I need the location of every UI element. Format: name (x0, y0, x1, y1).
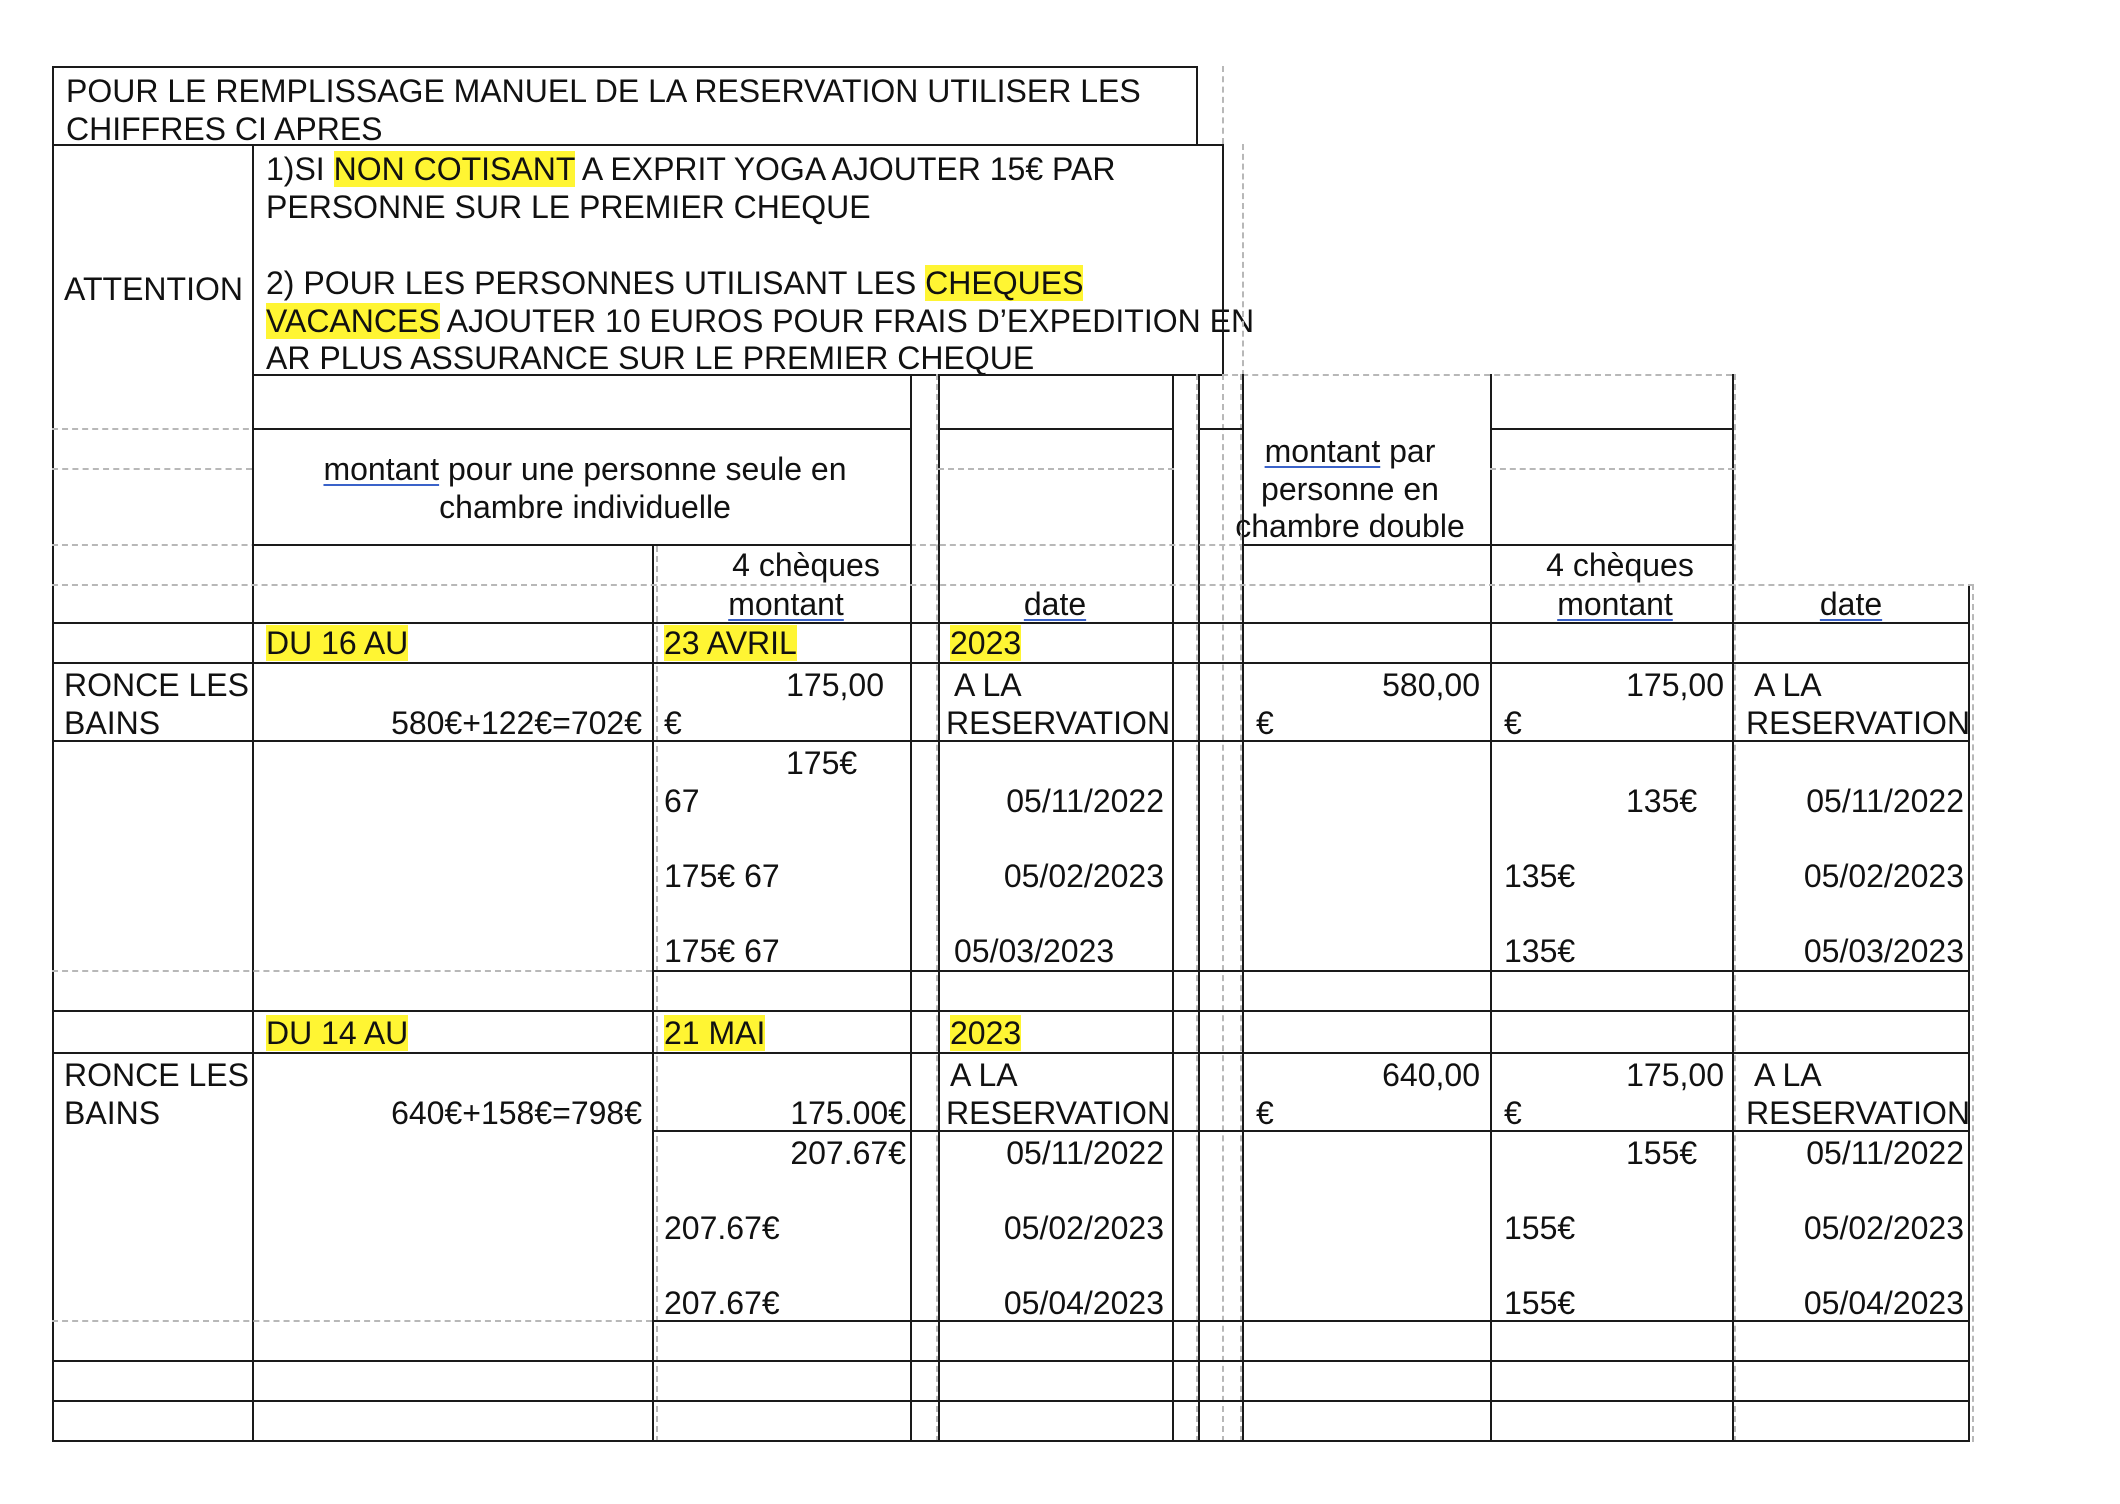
stay1-double-cheque: 135€ (1504, 858, 1576, 894)
grid-line (1242, 374, 1244, 1442)
stay1-double-cheque: 135€ (1504, 933, 1576, 969)
stay1-double-total-currency: € (1256, 705, 1274, 741)
stay1-period-year: 2023 (950, 625, 1022, 661)
stay2-double-first-currency: € (1504, 1095, 1522, 1131)
grid-line (652, 1320, 1970, 1322)
stay2-double-cheque: 155€ (1504, 1285, 1576, 1321)
stay1-single-date: 05/03/2023 (954, 933, 1115, 969)
notice-line-1: POUR LE REMPLISSAGE MANUEL DE LA RESERVATION UTILISER LES (66, 73, 1141, 109)
grid-line (1222, 66, 1224, 144)
stay2-first-date: A LA (950, 1057, 1018, 1093)
stay2-double-total: 640,00 (1382, 1057, 1480, 1093)
stay2-double-total-currency: € (1256, 1095, 1274, 1131)
grid-line (252, 374, 1222, 376)
grid-line (52, 740, 1970, 742)
stay1-single-total: 580€+122€=702€ (391, 705, 642, 741)
stay2-period-year: 2023 (950, 1015, 1022, 1051)
grid-line (1242, 544, 1492, 546)
stay1-first-date: A LA (954, 667, 1022, 703)
date-right-header: date (1819, 586, 1883, 622)
non-cotisant-highlight: NON COTISANT (333, 151, 575, 187)
grid-line (1222, 374, 1732, 376)
cheques-left-header: 4 chèques (732, 547, 880, 583)
stay1-place-2: BAINS (64, 705, 161, 741)
grid-line (52, 1052, 1970, 1054)
montant-left-header: montant (728, 586, 844, 622)
stay2-double-first-date-2: RESERVATION (1746, 1095, 1971, 1131)
stay1-double-first-date-2: RESERVATION (1746, 705, 1971, 741)
stay2-double-cheque: 155€ (1626, 1135, 1698, 1171)
stay1-single-first-amount: 175,00 (786, 667, 884, 703)
stay1-single-cheque: 175€ 67 (664, 858, 780, 894)
stay2-double-cheque: 155€ (1504, 1210, 1576, 1246)
double-room-header-2: personne en (1261, 471, 1439, 507)
grid-line (52, 1400, 1970, 1402)
grid-line (1490, 468, 1734, 470)
stay1-period-start: DU 16 AU (266, 625, 409, 661)
grid-line (1734, 374, 1736, 1442)
stay2-single-cheque: 207.67€ (664, 1285, 780, 1321)
grid-line (1196, 66, 1198, 144)
grid-line (52, 144, 1224, 146)
stay2-single-date: 05/11/2022 (1006, 1135, 1164, 1171)
stay1-first-date-2: RESERVATION (946, 705, 1171, 741)
stay1-single-date: 05/02/2023 (1003, 858, 1164, 894)
stay2-single-cheque: 207.67€ (664, 1210, 780, 1246)
stay1-double-date: 05/03/2023 (1803, 933, 1964, 969)
stay1-place: RONCE LES (64, 667, 249, 703)
stay2-double-date: 05/04/2023 (1803, 1285, 1964, 1321)
single-room-header: montant pour une personne seule en (323, 451, 847, 487)
grid-line (1222, 374, 1224, 1442)
grid-line (52, 970, 652, 972)
stay1-double-cheque: 135€ (1626, 783, 1698, 819)
stay2-single-date: 05/04/2023 (1003, 1285, 1164, 1321)
stay1-double-date: 05/02/2023 (1803, 858, 1964, 894)
attention-rule-1-cont: PERSONNE SUR LE PREMIER CHEQUE (266, 189, 871, 225)
grid-line (1222, 144, 1224, 376)
grid-line (1490, 374, 1492, 1442)
notice-line-2: CHIFFRES CI APRES (66, 111, 383, 147)
stay2-period-start: DU 14 AU (266, 1015, 409, 1051)
stay2-first-date-2: RESERVATION (946, 1095, 1171, 1131)
grid-line (52, 1440, 1970, 1442)
grid-line (52, 1010, 1970, 1012)
grid-line (1242, 144, 1244, 376)
grid-line (252, 544, 912, 546)
grid-line (52, 584, 1974, 586)
stay1-double-total: 580,00 (1382, 667, 1480, 703)
grid-line (1972, 584, 1974, 1442)
stay1-single-cheque: 175€ 67 (664, 933, 780, 969)
cheques-highlight: CHEQUES (925, 265, 1084, 301)
grid-line (1198, 374, 1200, 1442)
montant-right-header: montant (1557, 586, 1673, 622)
grid-line (52, 468, 252, 470)
grid-line (252, 428, 912, 430)
attention-rule-2: 2) POUR LES PERSONNES UTILISANT LES CHEQUES (266, 265, 1084, 301)
attention-rule-2-end: AR PLUS ASSURANCE SUR LE PREMIER CHEQUE (266, 340, 1035, 376)
stay2-single-total: 640€+158€=798€ (391, 1095, 642, 1131)
stay1-single-cheque: 175€ (786, 745, 858, 781)
grid-line (1490, 428, 1734, 430)
stay1-double-date: 05/11/2022 (1806, 783, 1964, 819)
stay2-place-2: BAINS (64, 1095, 161, 1131)
grid-line (52, 66, 54, 1442)
double-room-header-3: chambre double (1235, 508, 1465, 544)
stay1-single-cheque: 67 (664, 783, 700, 819)
stay1-period-end: 23 AVRIL (664, 625, 797, 661)
grid-line (910, 374, 912, 1442)
stay2-single-date: 05/02/2023 (1003, 1210, 1164, 1246)
stay2-double-first-date: A LA (1754, 1057, 1822, 1093)
stay2-place: RONCE LES (64, 1057, 249, 1093)
grid-line (52, 1320, 652, 1322)
grid-line (652, 970, 1970, 972)
grid-line (1172, 374, 1174, 1442)
grid-line (652, 546, 654, 1442)
grid-line (52, 662, 1970, 664)
attention-rule-1: 1)SI NON COTISANT A EXPRIT YOGA AJOUTER 15€ PAR (266, 151, 1116, 187)
grid-line (938, 428, 1174, 430)
grid-line (252, 144, 254, 1442)
stay1-single-date: 05/11/2022 (1006, 783, 1164, 819)
cheques-right-header: 4 chèques (1546, 547, 1694, 583)
stay2-single-first-amount: 175.00€ (790, 1095, 906, 1131)
single-room-header-2: chambre individuelle (439, 489, 731, 525)
stay2-double-date: 05/02/2023 (1803, 1210, 1964, 1246)
grid-line (1968, 584, 1970, 1442)
attention-label: ATTENTION (64, 271, 243, 307)
grid-line (1198, 428, 1242, 430)
vacances-highlight: VACANCES (266, 303, 440, 339)
stay2-single-cheque: 207.67€ (790, 1135, 906, 1171)
double-room-header: montant par (1264, 433, 1436, 469)
stay1-single-first-currency: € (664, 705, 682, 741)
grid-line (1490, 544, 1734, 546)
grid-line (938, 374, 940, 1442)
grid-line (652, 1130, 1970, 1132)
grid-line (938, 468, 1174, 470)
stay1-double-first-amount: 175,00 (1626, 667, 1724, 703)
date-left-header: date (1023, 586, 1087, 622)
stay1-double-first-currency: € (1504, 705, 1522, 741)
grid-line (656, 546, 658, 1442)
stay1-double-first-date: A LA (1754, 667, 1822, 703)
stay2-double-date: 05/11/2022 (1806, 1135, 1964, 1171)
grid-line (52, 66, 1198, 68)
grid-line (52, 1360, 1970, 1362)
attention-rule-2-cont: VACANCES AJOUTER 10 EUROS POUR FRAIS D’EXPEDITION EN (266, 303, 1255, 339)
stay2-period-end: 21 MAI (664, 1015, 766, 1051)
stay2-double-first-amount: 175,00 (1626, 1057, 1724, 1093)
grid-line (52, 622, 1970, 624)
